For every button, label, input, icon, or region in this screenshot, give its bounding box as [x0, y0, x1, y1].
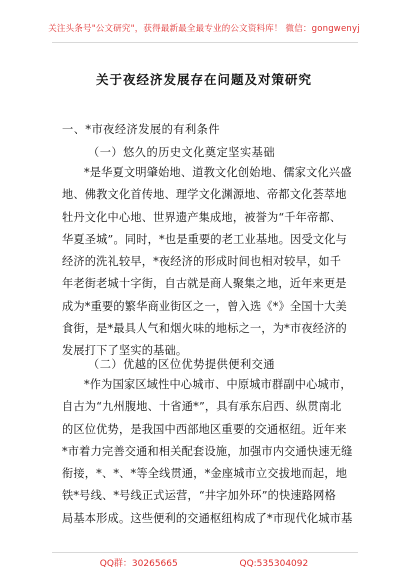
paragraph-line: *是华夏文明肇始地、道教文化创始地、儒家文化兴盛: [84, 166, 352, 179]
subsection-heading-2: （二）优越的区位优势提供便利交通: [88, 358, 276, 371]
paragraph-line: 食街，是*最具人气和烟火味的地标之一，为*市夜经济的: [62, 322, 347, 336]
header-banner: 关注头条号"公文研究"，获得最新最全最专业的公文资料库！ 微信：gongwenyj: [48, 24, 360, 34]
footer-qq-number: QQ:535304092: [239, 559, 309, 569]
footer-qq-group: QQ群：30265665: [99, 559, 178, 569]
paragraph-line: 牡丹文化中心地、世界遗产集成地，被誉为“千年帝都、: [62, 210, 342, 224]
footer-divider: [52, 552, 358, 553]
paragraph-line: 局基本形成。这些便利的交通枢纽构成了*市现代化城市基: [62, 511, 353, 525]
paragraph-line: 的区位优势，是我国中西部地区重要的交通枢纽。近年来: [62, 422, 347, 436]
footer-contact: [0, 556, 408, 569]
paragraph-line: 衔接，*、*、*等全线贯通，*金座城市立交拔地而起，地: [62, 467, 348, 481]
paragraph-line: *作为国家区域性中心城市、中原城市群副中心城市，: [84, 378, 352, 391]
paragraph-line: 年老街老城十字街，自古就是商人聚集之地，近年来更是: [62, 277, 347, 291]
paragraph-line: 自古为“九州腹地、十省通*”，具有承东启西、纵贯南北: [62, 400, 342, 414]
document-title: 关于夜经济发展存在问题及对策研究: [95, 72, 312, 87]
paragraph-1: [62, 162, 362, 363]
paragraph-line: 成为*重要的繁华商业街区之一，曾入选《*》全国十大美: [62, 299, 347, 313]
header-divider: [52, 42, 358, 43]
paragraph-line: 经济的洗礼较早，*夜经济的形成时间也相对较早，如千: [62, 255, 342, 269]
paragraph-line: 地、佛教文化首传地、理学文化渊源地、帝都文化荟萃地: [62, 188, 347, 202]
paragraph-line: 华夏圣城”。同时，*也是重要的老工业基地。因受文化与: [62, 232, 348, 246]
section-heading: 一、*市夜经济发展的有利条件: [62, 123, 221, 136]
paragraph-line: 发展打下了坚实的基础。: [62, 344, 188, 358]
paragraph-line: *市着力完善交通和相关配套设施，加强市内交通快速无缝: [62, 444, 353, 458]
paragraph-2: [62, 374, 362, 530]
paragraph-line: 铁*号线、*号线正式运营，“井字加外环”的快速路网格: [62, 489, 336, 503]
subsection-heading-1: （一）悠久的历史文化奠定坚实基础: [88, 146, 276, 159]
